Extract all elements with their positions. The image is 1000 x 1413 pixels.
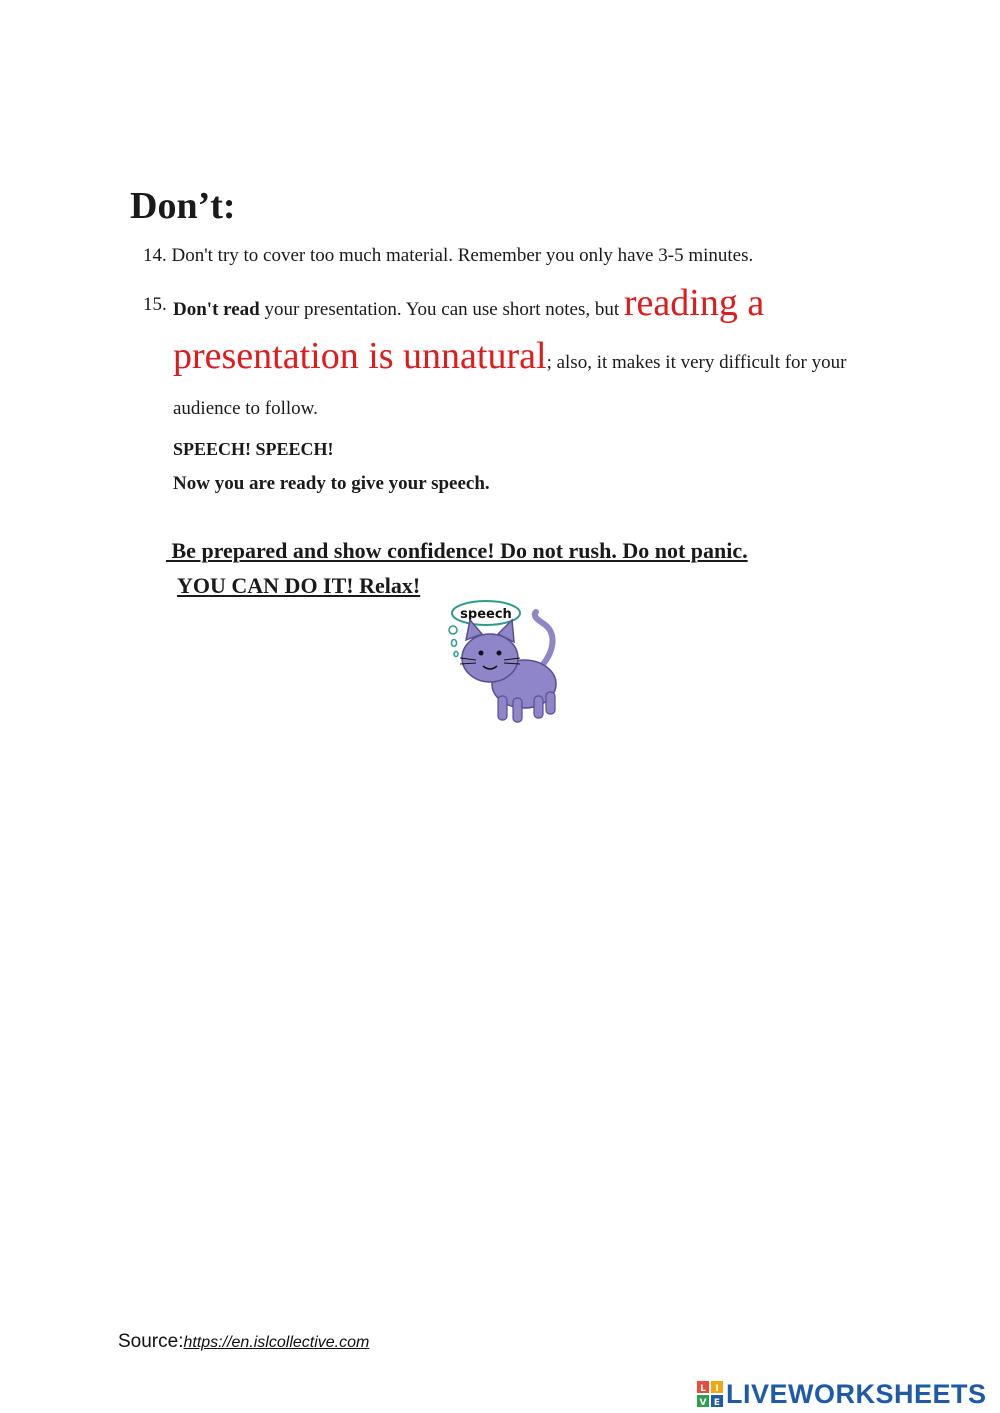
- bubble-dot: [452, 640, 457, 647]
- cat-eye: [497, 651, 502, 656]
- source-link[interactable]: https://en.islcollective.com: [183, 1334, 370, 1351]
- list-item-text-tail: ; also, it makes it very difficult for your audience to follow.: [173, 352, 847, 419]
- list-item-number: 14.: [143, 245, 167, 266]
- list-item-body: [173, 280, 873, 432]
- cat-tail: [535, 612, 553, 668]
- svg-text:I: I: [715, 1384, 719, 1394]
- svg-text:L: L: [700, 1384, 706, 1394]
- page-heading: Don’t:: [130, 185, 236, 227]
- cat-head: [462, 634, 518, 682]
- motivation-line-2: YOU CAN DO IT! Relax!: [177, 573, 421, 598]
- cat-eye: [479, 651, 484, 656]
- svg-text:E: E: [713, 1398, 721, 1407]
- speech-cat-illustration: [440, 598, 570, 728]
- liveworksheets-logo-icon: [697, 1381, 723, 1407]
- red-emphasis-text: reading a presentation is unnatural: [173, 282, 765, 377]
- brand-text: LIVEWORKSHEETS: [726, 1378, 987, 1409]
- list-item-text: Don't try to cover too much material. Remember you only have 3-5 minutes.: [171, 245, 754, 266]
- cat-leg: [513, 698, 522, 722]
- svg-text:V: V: [699, 1398, 707, 1407]
- list-item-15: [143, 280, 873, 432]
- thought-bubble-text: speech: [460, 607, 512, 622]
- list-item-text: your presentation. You can use short notes, but: [259, 299, 624, 320]
- bold-phrase: Don't read: [173, 299, 260, 320]
- source-credit: [118, 1331, 369, 1353]
- bubble-dot: [454, 652, 458, 657]
- cat-leg: [534, 696, 543, 718]
- list-item-14: [143, 244, 903, 268]
- cat-leg: [546, 692, 555, 714]
- bubble-dot: [449, 626, 457, 634]
- source-label: Source:: [118, 1331, 184, 1352]
- ready-line: Now you are ready to give your speech.: [173, 473, 490, 494]
- liveworksheets-brand: [697, 1377, 987, 1411]
- cat-leg: [498, 696, 507, 720]
- motivation-line-1: Be prepared and show confidence! Do not rush. Do not panic.: [166, 538, 748, 563]
- list-item-number: 15.: [143, 294, 167, 315]
- speech-title: SPEECH! SPEECH!: [173, 439, 334, 459]
